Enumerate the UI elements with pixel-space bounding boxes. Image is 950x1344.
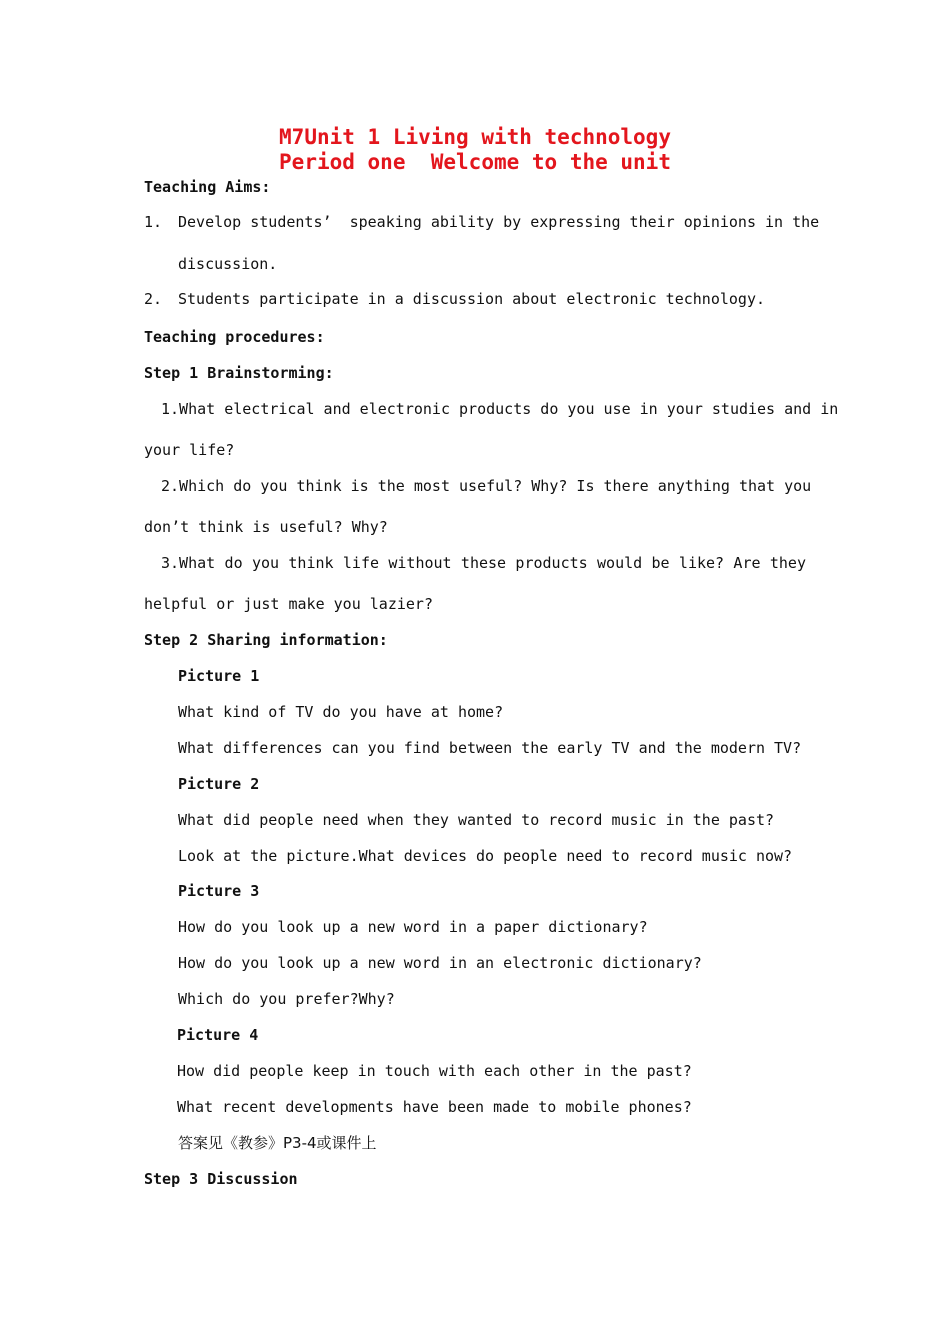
title-line-2: Period one Welcome to the unit [279, 150, 671, 174]
picture-4-label: Picture 4 [177, 1026, 259, 1044]
picture-4-question: What recent developments have been made to mobile phones? [177, 1098, 692, 1116]
step2-heading: Step 2 Sharing information: [144, 631, 388, 649]
picture-2-label: Picture 2 [178, 775, 260, 793]
aim-2-number: 2. [144, 290, 163, 308]
picture-2-question: Look at the picture.What devices do people need to record music now? [178, 847, 793, 865]
picture-3-question: Which do you prefer?Why? [178, 990, 395, 1008]
aim-1-text-cont: discussion. [178, 255, 278, 273]
picture-1-question: What kind of TV do you have at home? [178, 703, 504, 721]
step3-heading: Step 3 Discussion [144, 1170, 298, 1188]
picture-2-question: What did people need when they wanted to record music in the past? [178, 811, 775, 829]
teaching-aims-heading: Teaching Aims: [144, 178, 271, 196]
aim-1-number: 1. [144, 213, 163, 231]
aim-1-text: Develop students’ speaking ability by expressing their opinions in the [178, 213, 820, 231]
picture-3-question: How do you look up a new word in a paper dictionary? [178, 918, 648, 936]
title-line-1: M7Unit 1 Living with technology [279, 125, 671, 149]
step1-question-3: 3.What do you think life without these products would be like? Are they [161, 554, 806, 572]
step1-question-2-cont: don’t think is useful? Why? [144, 518, 388, 536]
step1-heading: Step 1 Brainstorming: [144, 364, 334, 382]
picture-4-question: How did people keep in touch with each other in the past? [177, 1062, 692, 1080]
picture-3-label: Picture 3 [178, 882, 260, 900]
picture-1-label: Picture 1 [178, 667, 260, 685]
picture-3-question: How do you look up a new word in an electronic dictionary? [178, 954, 702, 972]
procedures-heading: Teaching procedures: [144, 328, 325, 346]
answer-note: 答案见《教参》P3-4或课件上 [178, 1134, 377, 1152]
step1-question-2: 2.Which do you think is the most useful? Why? Is there anything that you [161, 477, 812, 495]
step1-question-3-cont: helpful or just make you lazier? [144, 595, 433, 613]
step1-question-1-cont: your life? [144, 441, 235, 459]
picture-1-question: What differences can you find between the early TV and the modern TV? [178, 739, 802, 757]
step1-question-1: 1.What electrical and electronic products do you use in your studies and in [161, 400, 839, 418]
aim-2-text: Students participate in a discussion about electronic technology. [178, 290, 765, 308]
